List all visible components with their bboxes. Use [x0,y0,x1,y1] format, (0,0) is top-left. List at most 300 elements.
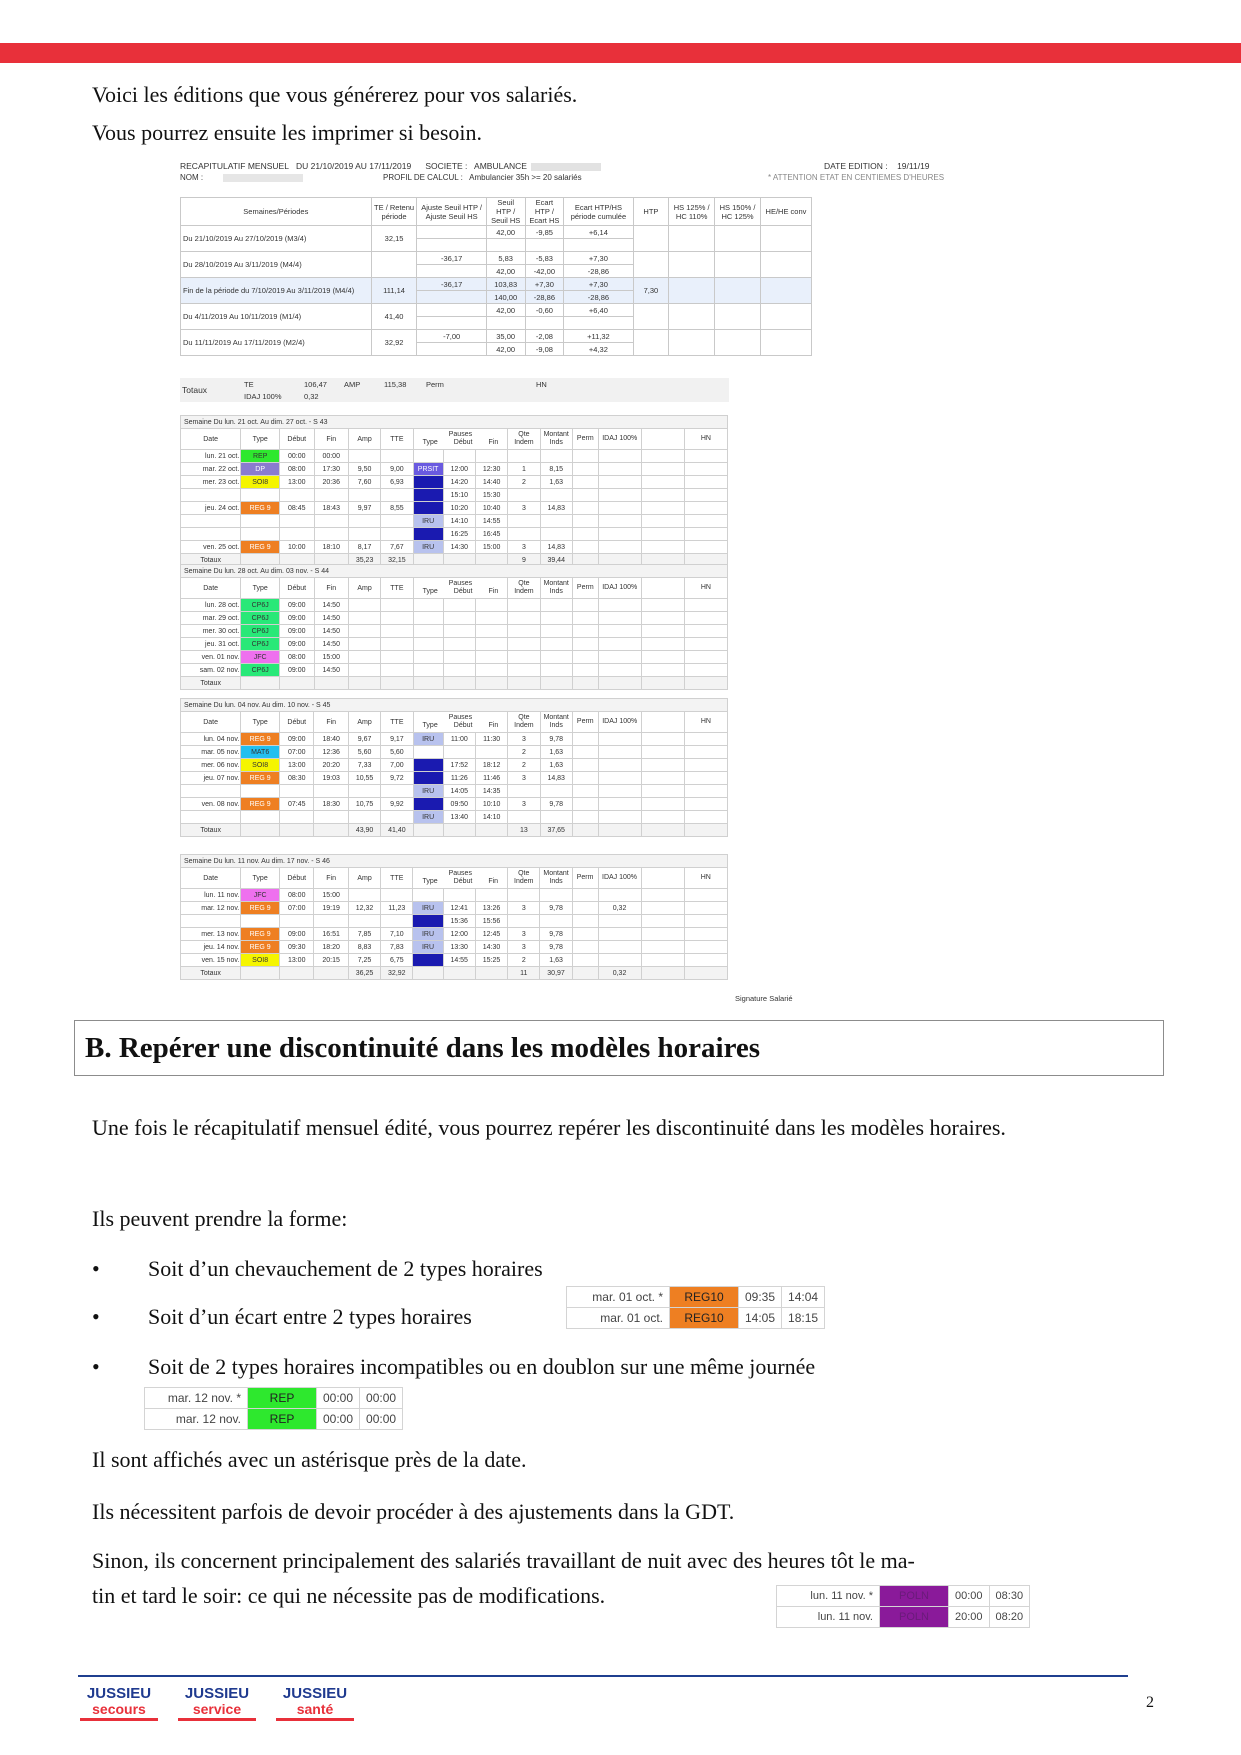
week-header-cell: Date [181,578,241,599]
idaj-cell [598,915,641,928]
week-totals-row [181,967,728,980]
week-title: Semaine Du lun. 04 nov. Au dim. 10 nov. - S 45 [181,699,728,712]
montant-inds [540,785,572,798]
empty-cell [684,677,727,690]
ajuste-cell [417,226,486,239]
empty-cell [572,967,598,980]
empty-cell [641,638,684,651]
week-total-qte: 9 [508,554,540,567]
day-row [181,941,728,954]
example-row [145,1388,403,1409]
day-date: ven. 08 nov. [181,798,241,811]
montant-inds [540,625,572,638]
pause-type: IRU [413,941,443,954]
week-header-cell: Qte Indem [508,578,540,599]
empty-cell [241,824,280,837]
ajuste-cell [417,343,486,356]
hn-cell [684,625,727,638]
perm-cell [572,811,598,824]
pause-start: 16:25 [443,528,475,541]
day-type: REG 9 [241,902,280,915]
ecart-cell [525,239,564,252]
pause-end: 15:25 [475,954,507,967]
example-row [777,1607,1030,1628]
section-heading-box [74,1020,1164,1076]
pause-start: 13:30 [443,941,475,954]
bullet-dot: • [92,1256,100,1281]
montant-inds: 1,63 [540,759,572,772]
idaj-cell [598,746,641,759]
pause-type [413,599,443,612]
perm-cell [572,489,598,502]
cumul-cell: +11,32 [564,330,633,343]
pause-type: IRU [413,785,443,798]
week-header-cell: TTE [381,712,413,733]
qte-indem [508,489,540,502]
amp-value: 115,38 [382,378,424,390]
qte-indem: 2 [508,476,540,489]
day-row [181,902,728,915]
day-start: 07:00 [280,746,314,759]
nom-line [180,173,303,182]
day-date: sam. 02 nov. [181,664,241,677]
week-header-cell: IDAJ 100% [598,578,641,599]
perm-cell [572,889,598,902]
seuil-cell: 140,00 [486,291,525,304]
summary-header-row [181,198,812,226]
day-end [314,515,348,528]
te-cell: 111,14 [371,278,417,304]
logo-subtitle: santé [296,1701,334,1717]
cumul-cell: +7,30 [564,252,633,265]
week-totals-label: Totaux [181,554,241,567]
day-end: 18:30 [314,798,348,811]
day-row [181,651,728,664]
week-header-cell: Type [241,712,280,733]
day-row [181,476,728,489]
ajuste-cell [417,265,486,278]
te-value: 106,47 [302,378,342,390]
idaj-cell: 0,32 [598,902,641,915]
ajuste-cell [417,317,486,330]
ecart-cell [525,317,564,330]
pause-type: IRU [413,541,443,554]
day-start: 08:00 [280,651,314,664]
montant-inds [540,651,572,664]
example-end: 00:00 [360,1409,403,1430]
day-tte [381,515,413,528]
cumul-cell [564,317,633,330]
seuil-cell: 42,00 [486,265,525,278]
pauses-subheader-cell: Début [453,439,473,446]
summary-header-cell: Semaines/Périodes [181,198,372,226]
week-header-cell: Montant Inds [540,712,572,733]
pause-end [475,664,507,677]
day-date: mar. 22 oct. [181,463,241,476]
empty-cell [475,677,507,690]
hn-cell [684,928,727,941]
paragraph-nuit-1: Sinon, ils concernent principalement des salariés travaillant de nuit avec des heures tôt le ma- [92,1548,915,1573]
empty-cell [641,528,684,541]
pause-type: IRU [413,928,443,941]
week-header-cell: Début [280,429,314,450]
empty-cell [641,902,684,915]
week-totals-row [181,677,728,690]
empty-cell [641,463,684,476]
empty-cell [641,515,684,528]
logo-underline [80,1718,158,1721]
example-date: mar. 01 oct. [567,1308,670,1329]
day-amp: 7,60 [348,476,380,489]
perm-cell [572,515,598,528]
week-header-cell: Début [280,578,314,599]
pause-start: 15:10 [443,489,475,502]
pause-start [443,889,475,902]
cumul-cell: +6,40 [564,304,633,317]
day-end: 20:36 [314,476,348,489]
pause-end: 14:35 [475,785,507,798]
day-amp [348,811,380,824]
perm-cell [572,915,598,928]
summary-row [181,226,812,239]
day-tte [381,651,413,664]
footer-line [78,1675,1128,1677]
idaj-cell [598,489,641,502]
pause-start [443,638,475,651]
week-total-montant: 37,65 [540,824,572,837]
day-end: 14:50 [314,599,348,612]
empty-cell [641,541,684,554]
hn-cell [684,772,727,785]
empty-cell [443,967,475,980]
day-tte [381,915,413,928]
idaj-label: IDAJ 100% [242,390,302,402]
idaj-cell [598,928,641,941]
day-tte [381,811,413,824]
ecart-cell: +7,30 [525,278,564,291]
logo-jussieu-secours [80,1686,158,1721]
hn-cell [684,476,727,489]
week-title: Semaine Du lun. 21 oct. Au dim. 27 oct. - S 43 [181,416,728,429]
week-title-row [181,855,728,868]
bullet-text: Soit d’un chevauchement de 2 types horaires [148,1256,543,1281]
qte-indem [508,599,540,612]
idaj-cell [598,733,641,746]
qte-indem [508,450,540,463]
hn-cell [684,915,727,928]
week-header-cell: IDAJ 100% [598,868,641,889]
idaj-value: 0,32 [302,390,342,402]
day-type: SOI8 [241,759,280,772]
day-start: 09:00 [280,664,314,677]
pause-start: 12:41 [443,902,475,915]
week-header-cell: Type [241,868,280,889]
example-start: 00:00 [317,1409,360,1430]
ecart-cell: -9,08 [525,343,564,356]
pause-type [413,476,443,489]
seuil-cell: 42,00 [486,304,525,317]
summary-header-cell: Seuil HTP / Seuil HS [486,198,525,226]
societe-label: SOCIETE : [425,161,468,171]
seuil-cell: 42,00 [486,343,525,356]
pause-end: 12:45 [475,928,507,941]
day-type: SOI8 [241,954,280,967]
day-end: 12:36 [314,746,348,759]
idaj-cell [598,515,641,528]
day-type [241,785,280,798]
pause-end: 15:00 [475,541,507,554]
day-type: REG 9 [241,798,280,811]
week-header-cell: Amp [348,578,380,599]
day-date: mar. 29 oct. [181,612,241,625]
idaj-cell [598,889,641,902]
logo-subtitle: service [192,1701,242,1717]
pause-type [413,625,443,638]
hn-cell [684,599,727,612]
empty-cell [760,252,811,278]
hn-cell [684,785,727,798]
example-type: POLN [880,1607,949,1628]
seuil-cell: 103,83 [486,278,525,291]
day-start: 09:00 [280,625,314,638]
montant-inds [540,450,572,463]
day-date: mar. 12 nov. [181,902,241,915]
pause-start: 09:50 [443,798,475,811]
day-end: 15:00 [314,889,348,902]
htp-cell [633,304,669,330]
montant-inds [540,915,572,928]
day-end: 19:19 [314,902,348,915]
pause-type [413,651,443,664]
week-header-cell: Qte Indem [508,712,540,733]
profil-label: PROFIL DE CALCUL : [383,173,463,182]
pause-start [443,612,475,625]
montant-inds [540,489,572,502]
example-nuit-table [776,1585,1030,1628]
example-end: 14:04 [782,1287,825,1308]
day-type: REG 9 [241,733,280,746]
day-end: 18:10 [314,541,348,554]
idaj-cell [598,811,641,824]
day-end: 16:51 [314,928,348,941]
htp-cell: 7,30 [633,278,669,304]
idaj-cell [598,463,641,476]
empty-cell [413,677,443,690]
day-row [181,746,728,759]
pause-start: 14:05 [443,785,475,798]
logo-subtitle: secours [92,1701,146,1717]
example-date: mar. 12 nov. * [145,1388,248,1409]
day-row [181,785,728,798]
pauses-header [413,712,508,733]
attention-note: * ATTENTION ETAT EN CENTIEMES D'HEURES [768,173,945,182]
pause-start: 14:30 [443,541,475,554]
pause-type [413,889,443,902]
week-header-cell: Début [280,868,314,889]
summary-header-cell: HTP [633,198,669,226]
day-type [241,915,280,928]
example-ecart-table [566,1286,825,1329]
week-total-idaj: 0,32 [598,967,641,980]
paragraph-asterisque: Il sont affichés avec un astérisque près de la date. [92,1447,527,1472]
summary-header-cell: Ajuste Seuil HTP / Ajuste Seuil HS [417,198,486,226]
day-row [181,489,728,502]
example-row [777,1586,1030,1607]
hn-cell [684,612,727,625]
qte-indem [508,625,540,638]
example-type: REP [248,1388,317,1409]
day-row [181,759,728,772]
pauses-subheader [415,439,507,447]
qte-indem [508,515,540,528]
day-date: jeu. 14 nov. [181,941,241,954]
day-start: 08:00 [280,463,314,476]
week-header-cell: Montant Inds [540,578,572,599]
example-row [145,1409,403,1430]
day-start: 10:00 [280,541,314,554]
day-start: 08:45 [280,502,314,515]
perm-cell [572,502,598,515]
day-date [181,528,241,541]
pause-start: 13:40 [443,811,475,824]
idaj-cell [598,541,641,554]
day-start: 09:00 [280,612,314,625]
day-end [314,489,348,502]
example-start: 00:00 [949,1586,990,1607]
pauses-subheader-cell: Type [422,439,438,446]
example-row [567,1308,825,1329]
logo-underline [178,1718,256,1721]
empty-cell [669,226,715,252]
day-type: CP6J [241,599,280,612]
summary-header-cell: HS 125% / HC 110% [669,198,715,226]
empty-cell [641,785,684,798]
pauses-title: Pauses [448,431,473,438]
idaj-cell [598,476,641,489]
logo-title: JUSSIEU [86,1685,152,1702]
pauses-subheader-cell: Type [422,878,438,885]
empty-cell [641,664,684,677]
day-date: lun. 21 oct. [181,450,241,463]
paragraph-intro: Une fois le récapitulatif mensuel édité, vous pourrez repérer les discontinuité dans les modèles horaires. [92,1115,1006,1140]
paragraph-ajustements: Ils nécessitent parfois de devoir procéder à des ajustements dans la GDT. [92,1499,735,1524]
day-tte [381,528,413,541]
empty-cell [641,489,684,502]
pauses-subheader-cell: Fin [488,588,499,595]
day-tte: 7,83 [381,941,413,954]
day-row [181,450,728,463]
day-end: 18:20 [314,941,348,954]
idaj-cell [598,651,641,664]
week-header-cell: IDAJ 100% [598,429,641,450]
example-type: REG10 [670,1287,739,1308]
pause-start [443,664,475,677]
day-amp [348,528,380,541]
empty-cell [684,824,727,837]
example-end: 08:30 [989,1586,1030,1607]
day-type: CP6J [241,612,280,625]
pause-type: IRU [413,902,443,915]
pause-type: IRU [413,515,443,528]
pause-start: 12:00 [443,463,475,476]
day-row [181,638,728,651]
day-tte: 9,92 [381,798,413,811]
empty-cell [641,746,684,759]
day-amp [348,625,380,638]
idaj-cell [598,528,641,541]
example-type: REG10 [670,1308,739,1329]
empty-cell [280,677,314,690]
summary-header-cell: Ecart HTP/HS période cumulée [564,198,633,226]
perm-cell [572,759,598,772]
perm-cell [572,664,598,677]
qte-indem: 3 [508,733,540,746]
day-end: 14:50 [314,664,348,677]
montant-inds [540,599,572,612]
pause-end [475,599,507,612]
pause-start: 12:00 [443,928,475,941]
empty-cell [475,967,507,980]
empty-cell [641,915,684,928]
empty-cell [641,954,684,967]
empty-cell [572,677,598,690]
empty-cell [684,967,727,980]
perm-label: Perm [424,378,534,390]
report-header-line [180,161,601,171]
day-amp: 9,97 [348,502,380,515]
pause-type [413,772,443,785]
week-header-cell: TTE [381,429,413,450]
day-start: 07:00 [280,902,314,915]
hn-cell [684,651,727,664]
week-header-cell: Fin [314,712,348,733]
day-tte: 9,00 [381,463,413,476]
week-block [180,415,728,567]
pause-end [475,625,507,638]
qte-indem [508,612,540,625]
day-amp: 5,60 [348,746,380,759]
pause-start: 14:20 [443,476,475,489]
intro-line-1: Voici les éditions que vous générerez pour vos salariés. [92,82,578,107]
montant-inds: 9,78 [540,941,572,954]
pauses-subheader [415,722,507,730]
seuil-cell [486,239,525,252]
hn-label: HN [534,378,579,390]
example-date: mar. 01 oct. * [567,1287,670,1308]
qte-indem [508,889,540,902]
empty-cell [760,278,811,304]
pause-start: 11:00 [443,733,475,746]
example-date: lun. 11 nov. * [777,1586,880,1607]
empty-cell [641,651,684,664]
example-type: REP [248,1409,317,1430]
qte-indem [508,915,540,928]
empty-cell [641,967,684,980]
hn-cell [684,489,727,502]
montant-inds: 9,78 [540,928,572,941]
amp-label: AMP [342,378,382,390]
ajuste-cell: -36,17 [417,252,486,265]
hn-cell [684,638,727,651]
seuil-cell: 5,83 [486,252,525,265]
qte-indem [508,811,540,824]
qte-indem: 3 [508,541,540,554]
day-date: mer. 30 oct. [181,625,241,638]
week-header-cell: Fin [314,429,348,450]
hn-cell [684,954,727,967]
pauses-title: Pauses [448,870,472,877]
day-end [314,811,348,824]
